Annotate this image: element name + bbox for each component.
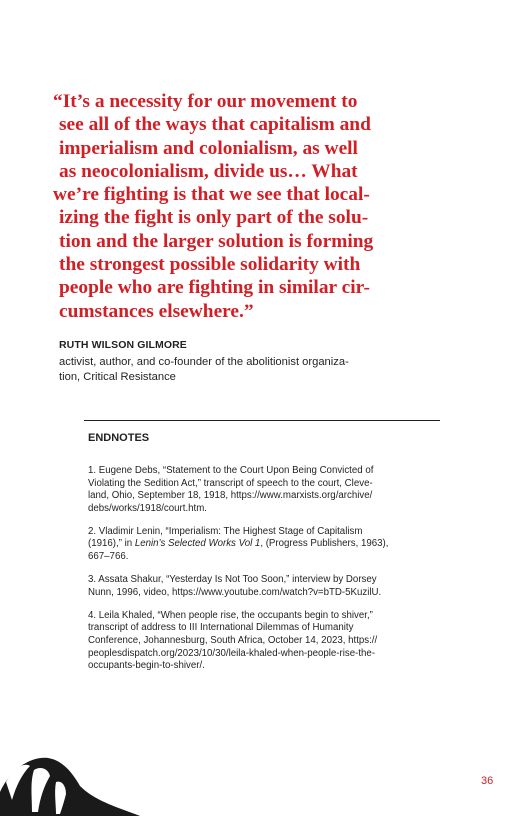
endnote-line: occupants-begin-to-shiver/. [88,660,205,672]
endnote-line: Nunn, 1996, video, https://www.youtube.com/watch?v=bTD-5KuzilU. [88,586,382,598]
book-title: Lenin’s Selected Works Vol 1 [134,538,261,550]
endnote-line: 667–766. [88,551,129,563]
endnote-line: Violating the Sedition Act,” transcript of speech to the court, Cleve- [88,477,373,489]
attribution-description-line: activist, author, and co-founder of the abolitionist organiza- [59,356,349,368]
quote-line: cumstances elsewhere.” [59,300,254,322]
endnote-line: land, Ohio, September 18, 1918, https://www.marxists.org/archive/ [88,490,373,502]
quote-line: as neocolonialism, divide us… What [59,160,358,182]
endnote-text: , (Progress Publishers, 1963), [260,538,389,550]
quote-line: izing the fight is only part of the solu- [59,207,369,229]
attribution-name: RUTH WILSON GILMORE [59,339,187,351]
quote-line: tion and the larger solution is forming [59,230,374,252]
endnote-line: 3. Assata Shakur, “Yesterday Is Not Too Soon,” interview by Dorsey [88,574,377,586]
endnotes-heading: ENDNOTES [88,432,150,444]
endnote-line: peoplesdispatch.org/2023/10/30/leila-khaled-when-people-rise-the- [88,647,376,659]
endnote-1 [88,465,448,515]
endnote-line: 4. Leila Khaled, “When people rise, the occupants begin to shiver,” [88,609,373,621]
endnote-line: debs/works/1918/court.htm. [88,502,207,514]
quote-line: “It’s a necessity for our movement to [53,91,358,112]
attribution-description [59,355,419,385]
endnote-2 [88,526,448,564]
quote-line: see all of the ways that capitalism and [59,114,371,136]
endnote-4 [88,610,448,673]
pull-quote [53,90,413,323]
page-number: 36 [481,775,494,787]
quote-line: we’re fighting is that we see that local- [53,184,370,206]
endnote-line: 2. Vladimir Lenin, “Imperialism: The Highest Stage of Capitalism [88,525,363,537]
attribution-description-line: tion, Critical Resistance [59,371,176,383]
endnote-line: 1. Eugene Debs, “Statement to the Court Upon Being Convicted of [88,465,374,476]
ink-brush-illustration [0,752,140,816]
quote-line: people who are fighting in similar cir- [59,277,370,299]
quote-line: the strongest possible solidarity with [59,254,361,276]
endnote-line [88,538,448,551]
endnote-line: Conference, Johannesburg, South Africa, October 14, 2023, https:// [88,635,378,647]
endnote-text: (1916),” in [88,538,135,550]
section-divider [84,420,440,421]
endnotes-list [88,465,448,683]
endnote-3 [88,574,448,599]
quote-line: imperialism and colonialism, as well [59,137,358,159]
endnote-line: transcript of address to III International Dilemmas of Humanity [88,622,354,634]
